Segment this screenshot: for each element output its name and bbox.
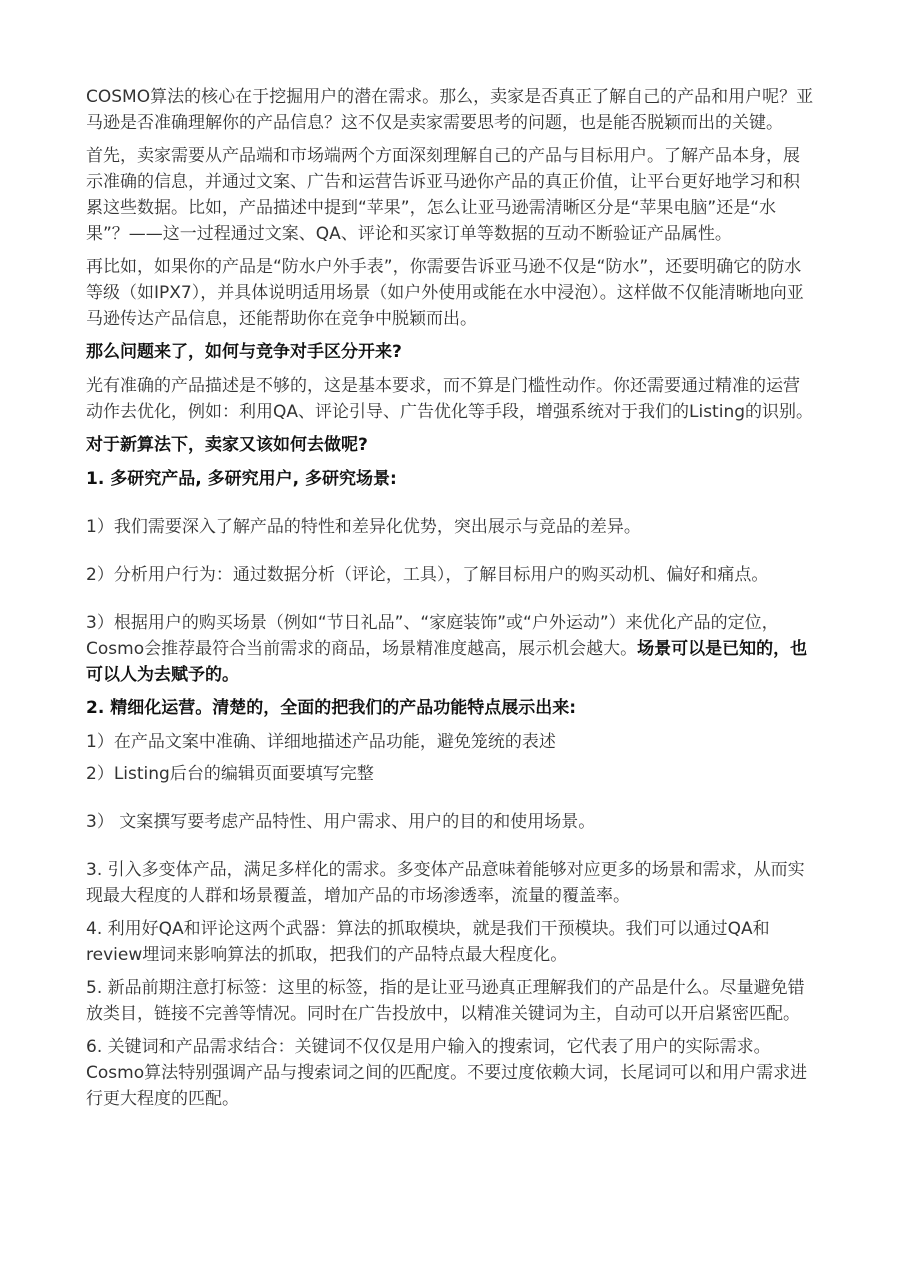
waterproof-example-paragraph: 再比如，如果你的产品是“防水户外手表”，你需要告诉亚马逊不仅是“防水”，还要明确它的防水等级（如IPX7），并具体说明适用场景（如户外使用或能在水中浸泡）。这样做不仅能清晰地向亚马逊传达产品信息，还能帮助你在竞争中脱颖而出。	[86, 257, 804, 329]
step-2-item-2: 2）Listing后台的编辑页面要填写完整	[86, 764, 374, 784]
step-2-item-1: 1）在产品文案中准确、详细地描述产品功能，避免笼统的表述	[86, 732, 556, 752]
section-heading-differentiation: 那么问题来了，如何与竞争对手区分开来?	[86, 342, 402, 362]
operations-paragraph: 光有准确的产品描述是不够的，这是基本要求，而不算是门槛性动作。你还需要通过精准的运营动作去优化，例如：利用QA、评论引导、广告优化等手段，增强系统对于我们的Listing的识别。	[86, 376, 814, 422]
point-4-qa-reviews: 4. 利用好QA和评论这两个武器：算法的抓取模块，就是我们干预模块。我们可以通过QA和review埋词来影响算法的抓取，把我们的产品特点最大程度化。	[86, 919, 770, 965]
step-1-item-3	[86, 610, 814, 688]
step-1-heading: 1. 多研究产品, 多研究用户, 多研究场景:	[86, 469, 397, 489]
point-3-variants: 3. 引入多变体产品，满足多样化的需求。多变体产品意味着能够对应更多的场景和需求，从而实现最大程度的人群和场景覆盖，增加产品的市场渗透率，流量的覆盖率。	[86, 860, 805, 906]
step-2-heading: 2. 精细化运营。清楚的，全面的把我们的产品功能特点展示出来:	[86, 698, 577, 718]
step-1-item-3-bold: 场景可以是已知的，也可以人为去赋予的。	[86, 639, 808, 685]
section-heading-new-algorithm: 对于新算法下，卖家又该如何去做呢?	[86, 435, 368, 455]
step-1-item-1: 1）我们需要深入了解产品的特性和差异化优势，突出展示与竞品的差异。	[86, 517, 641, 537]
step-1-item-2: 2）分析用户行为：通过数据分析（评论，工具），了解目标用户的购买动机、偏好和痛点。	[86, 565, 769, 585]
step-2-item-3: 3） 文案撰写要考虑产品特性、用户需求、用户的目的和使用场景。	[86, 812, 596, 832]
step-1-item-3-text: 3）根据用户的购买场景（例如“节日礼品”、“家庭装饰”或“户外运动”）来优化产品的定位，Cosmo会推荐最符合当前需求的商品，场景精准度越高，展示机会越大。	[86, 613, 779, 659]
product-understanding-paragraph: 首先，卖家需要从产品端和市场端两个方面深刻理解自己的产品与目标用户。了解产品本身，展示准确的信息，并通过文案、广告和运营告诉亚马逊你产品的真正价值，让平台更好地学习和积累这些数据。比如，产品描述中提到“苹果”，怎么让亚马逊需清晰区分是“苹果电脑”还是“水果”？——这一过程通过文案、QA、评论和买家订单等数据的互动不断验证产品属性。	[86, 146, 800, 244]
intro-paragraph: COSMO算法的核心在于挖掘用户的潜在需求。那么，卖家是否真正了解自己的产品和用户呢？亚马逊是否准确理解你的产品信息？这不仅是卖家需要思考的问题，也是能否脱颖而出的关键。	[86, 87, 814, 133]
point-5-tagging: 5. 新品前期注意打标签：这里的标签，指的是让亚马逊真正理解我们的产品是什么。尽量避免错放类目，链接不完善等情况。同时在广告投放中，以精准关键词为主，自动可以开启紧密匹配。	[86, 978, 805, 1024]
point-6-keywords: 6. 关键词和产品需求结合：关键词不仅仅是用户输入的搜索词，它代表了用户的实际需求。Cosmo算法特别强调产品与搜索词之间的匹配度。不要过度依赖大词，长尾词可以和用户需求进行更大程度的匹配。	[86, 1037, 808, 1109]
